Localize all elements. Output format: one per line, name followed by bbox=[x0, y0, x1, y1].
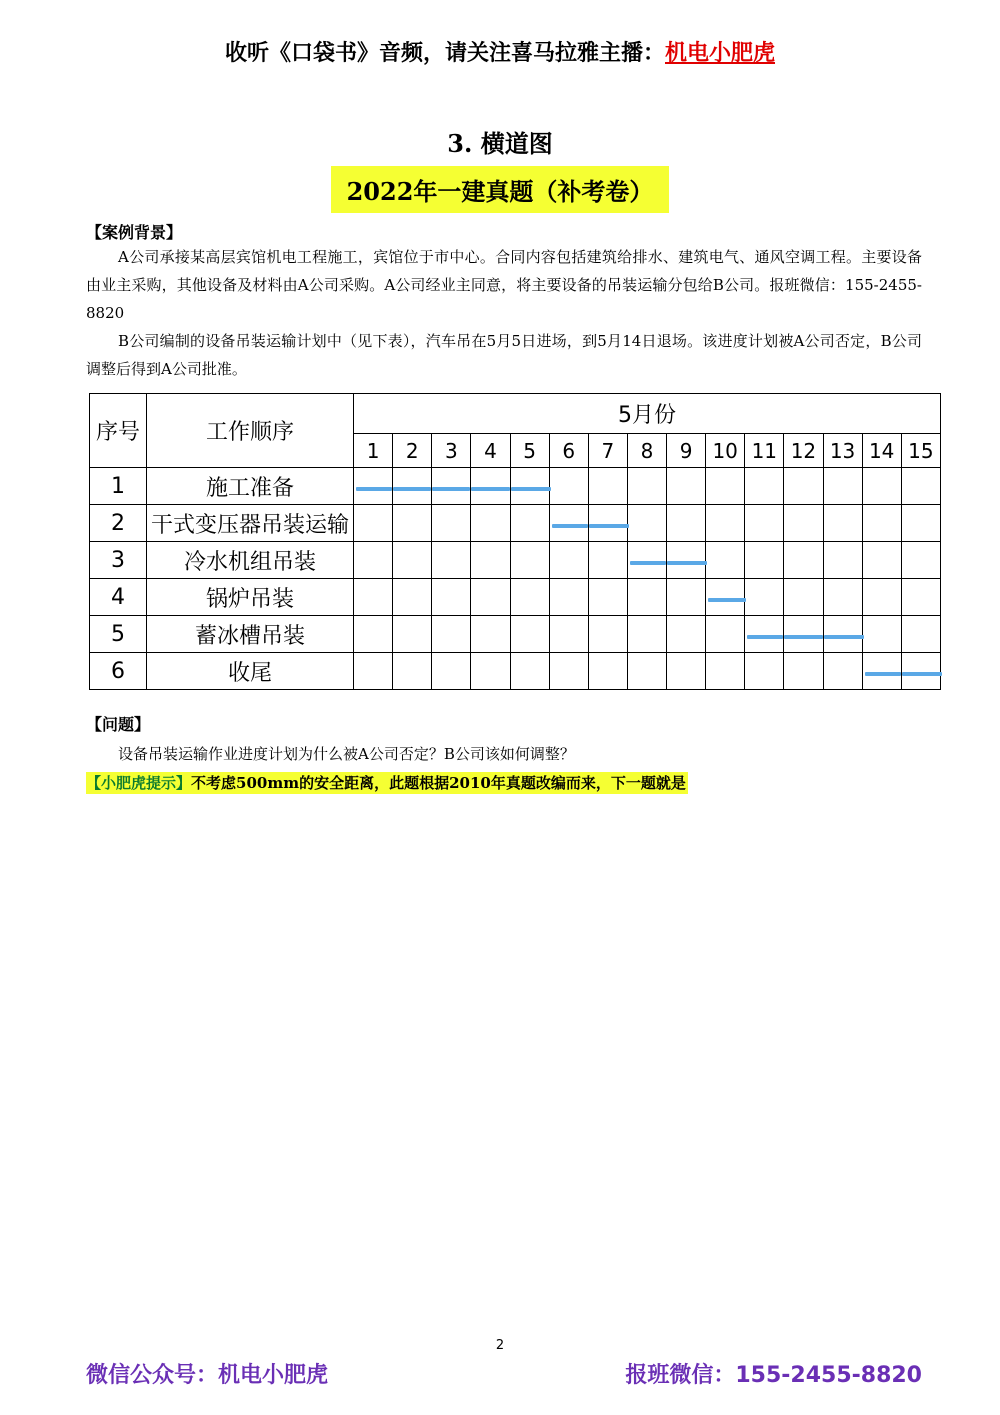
day-header-10: 10 bbox=[706, 434, 745, 468]
day-cell bbox=[745, 579, 784, 616]
day-header-6: 6 bbox=[549, 434, 588, 468]
row-seq: 5 bbox=[90, 616, 147, 653]
day-cell bbox=[510, 542, 549, 579]
day-cell bbox=[393, 653, 432, 690]
gantt-row bbox=[90, 653, 941, 690]
gantt-chart bbox=[89, 393, 941, 689]
day-cell bbox=[354, 616, 393, 653]
day-cell bbox=[471, 505, 510, 542]
day-cell bbox=[667, 616, 706, 653]
day-cell bbox=[354, 468, 393, 505]
gantt-bar-segment bbox=[589, 524, 629, 528]
day-header-12: 12 bbox=[784, 434, 823, 468]
day-cell bbox=[588, 653, 627, 690]
gantt-bar-segment bbox=[784, 635, 822, 639]
gantt-bar-segment bbox=[393, 487, 431, 491]
question-text: 设备吊装运输作业进度计划为什么被A公司否定？B公司该如何调整？ bbox=[118, 745, 575, 763]
header-task: 工作顺序 bbox=[147, 394, 354, 468]
day-cell bbox=[745, 616, 784, 653]
day-cell bbox=[510, 505, 549, 542]
day-cell bbox=[627, 468, 666, 505]
day-cell bbox=[667, 542, 706, 579]
header-prefix: 收听《口袋书》音频，请关注喜马拉雅主播： bbox=[224, 40, 665, 66]
day-cell bbox=[393, 468, 432, 505]
row-task: 锅炉吊装 bbox=[147, 579, 354, 616]
row-task: 收尾 bbox=[147, 653, 354, 690]
day-cell bbox=[627, 505, 666, 542]
gantt-bar-segment bbox=[356, 487, 392, 491]
day-cell bbox=[901, 616, 940, 653]
day-cell bbox=[823, 653, 862, 690]
header-line bbox=[0, 36, 1000, 67]
day-header-2: 2 bbox=[393, 434, 432, 468]
row-task: 蓄冰槽吊装 bbox=[147, 616, 354, 653]
gantt-bar-segment bbox=[511, 487, 551, 491]
header-seq: 序号 bbox=[90, 394, 147, 468]
case-label: 【案例背景】 bbox=[86, 223, 183, 242]
day-header-4: 4 bbox=[471, 434, 510, 468]
day-cell bbox=[393, 579, 432, 616]
day-cell bbox=[862, 542, 901, 579]
gantt-bar-segment bbox=[824, 635, 864, 639]
day-header-9: 9 bbox=[667, 434, 706, 468]
row-task: 冷水机组吊装 bbox=[147, 542, 354, 579]
day-header-3: 3 bbox=[432, 434, 471, 468]
day-cell bbox=[588, 505, 627, 542]
day-cell bbox=[784, 542, 823, 579]
day-cell bbox=[549, 579, 588, 616]
day-cell bbox=[627, 653, 666, 690]
gantt-bar-segment bbox=[708, 598, 746, 602]
gantt-bar-segment bbox=[747, 635, 783, 639]
day-cell bbox=[823, 468, 862, 505]
day-cell bbox=[432, 616, 471, 653]
day-cell bbox=[354, 542, 393, 579]
day-cell bbox=[393, 505, 432, 542]
day-cell bbox=[862, 579, 901, 616]
day-cell bbox=[862, 468, 901, 505]
day-header-5: 5 bbox=[510, 434, 549, 468]
day-cell bbox=[432, 468, 471, 505]
footer-enroll-wechat: 报班微信：155-2455-8820 bbox=[625, 1363, 922, 1388]
day-cell bbox=[471, 542, 510, 579]
day-cell bbox=[706, 653, 745, 690]
day-cell bbox=[823, 579, 862, 616]
day-cell bbox=[549, 616, 588, 653]
exam-title: 2022年一建真题（补考卷） bbox=[331, 166, 670, 213]
day-cell bbox=[706, 579, 745, 616]
day-header-15: 15 bbox=[901, 434, 940, 468]
hint-tag: 【小肥虎提示】 bbox=[86, 774, 192, 792]
day-cell bbox=[706, 616, 745, 653]
day-cell bbox=[901, 653, 940, 690]
day-cell bbox=[823, 616, 862, 653]
day-cell bbox=[393, 616, 432, 653]
day-cell bbox=[510, 653, 549, 690]
day-header-14: 14 bbox=[862, 434, 901, 468]
day-cell bbox=[706, 505, 745, 542]
day-cell bbox=[432, 653, 471, 690]
day-cell bbox=[588, 579, 627, 616]
day-cell bbox=[471, 468, 510, 505]
day-cell bbox=[862, 653, 901, 690]
gantt-bar-segment bbox=[667, 561, 707, 565]
gantt-bar-segment bbox=[471, 487, 509, 491]
day-cell bbox=[862, 616, 901, 653]
day-cell bbox=[627, 616, 666, 653]
day-cell bbox=[588, 468, 627, 505]
day-cell bbox=[901, 468, 940, 505]
gantt-bar-segment bbox=[552, 524, 588, 528]
day-cell bbox=[354, 579, 393, 616]
day-cell bbox=[745, 542, 784, 579]
gantt-table bbox=[89, 393, 941, 690]
day-cell bbox=[667, 653, 706, 690]
day-cell bbox=[745, 505, 784, 542]
row-seq: 4 bbox=[90, 579, 147, 616]
day-cell bbox=[354, 505, 393, 542]
day-cell bbox=[784, 653, 823, 690]
day-header-11: 11 bbox=[745, 434, 784, 468]
day-cell bbox=[784, 468, 823, 505]
gantt-bar-segment bbox=[630, 561, 666, 565]
gantt-bar-segment bbox=[902, 672, 942, 676]
header-month: 5月份 bbox=[354, 394, 941, 434]
question-label: 【问题】 bbox=[86, 715, 151, 734]
day-header-1: 1 bbox=[354, 434, 393, 468]
gantt-body bbox=[90, 468, 941, 690]
day-cell bbox=[706, 468, 745, 505]
day-cell bbox=[784, 616, 823, 653]
row-seq: 2 bbox=[90, 505, 147, 542]
day-cell bbox=[549, 505, 588, 542]
section-title: 3. 横道图 bbox=[447, 129, 553, 158]
day-header-7: 7 bbox=[588, 434, 627, 468]
day-cell bbox=[549, 542, 588, 579]
day-cell bbox=[588, 542, 627, 579]
day-cell bbox=[667, 505, 706, 542]
gantt-row bbox=[90, 468, 941, 505]
day-cell bbox=[823, 505, 862, 542]
day-cell bbox=[393, 542, 432, 579]
day-cell bbox=[432, 505, 471, 542]
day-cell bbox=[862, 505, 901, 542]
day-cell bbox=[745, 468, 784, 505]
day-cell bbox=[432, 542, 471, 579]
gantt-row bbox=[90, 505, 941, 542]
row-task: 施工准备 bbox=[147, 468, 354, 505]
day-cell bbox=[901, 579, 940, 616]
day-cell bbox=[627, 542, 666, 579]
day-cell bbox=[901, 505, 940, 542]
day-cell bbox=[901, 542, 940, 579]
gantt-row bbox=[90, 616, 941, 653]
day-cell bbox=[510, 468, 549, 505]
footer-wechat-account: 微信公众号：机电小肥虎 bbox=[86, 1363, 329, 1388]
gantt-row bbox=[90, 542, 941, 579]
day-cell bbox=[510, 616, 549, 653]
day-header-13: 13 bbox=[823, 434, 862, 468]
row-seq: 3 bbox=[90, 542, 147, 579]
day-cell bbox=[432, 579, 471, 616]
day-cell bbox=[706, 542, 745, 579]
gantt-row bbox=[90, 579, 941, 616]
day-cell bbox=[627, 579, 666, 616]
case-paragraph-1: A公司承接某高层宾馆机电工程施工，宾馆位于市中心。合同内容包括建筑给排水、建筑电气、通风空调工程。主要设备由业主采购，其他设备及材料由A公司采购。A公司经业主同意，将主要设备的吊装运输分包给B公司。报班微信：155-2455-8820 bbox=[86, 248, 922, 322]
row-seq: 1 bbox=[90, 468, 147, 505]
row-task: 干式变压器吊装运输 bbox=[147, 505, 354, 542]
hint-line bbox=[86, 772, 688, 794]
page-number: 2 bbox=[495, 1338, 505, 1353]
day-cell bbox=[354, 653, 393, 690]
day-cell bbox=[784, 505, 823, 542]
hint-text: 不考虑500mm的安全距离，此题根据2010年真题改编而来，下一题就是 bbox=[191, 774, 686, 792]
day-cell bbox=[510, 579, 549, 616]
day-cell bbox=[823, 542, 862, 579]
day-cell bbox=[667, 579, 706, 616]
day-cell bbox=[588, 616, 627, 653]
gantt-bar-segment bbox=[865, 672, 901, 676]
day-cell bbox=[745, 653, 784, 690]
day-cell bbox=[667, 468, 706, 505]
case-paragraph-2: B公司编制的设备吊装运输计划中（见下表），汽车吊在5月5日进场，到5月14日退场。该进度计划被A公司否定，B公司调整后得到A公司批准。 bbox=[86, 332, 922, 378]
day-cell bbox=[471, 616, 510, 653]
row-seq: 6 bbox=[90, 653, 147, 690]
anchor-name[interactable]: 机电小肥虎 bbox=[665, 40, 776, 66]
day-cell bbox=[471, 653, 510, 690]
day-cell bbox=[471, 579, 510, 616]
day-header-8: 8 bbox=[627, 434, 666, 468]
day-cell bbox=[549, 653, 588, 690]
gantt-bar-segment bbox=[432, 487, 470, 491]
day-cell bbox=[549, 468, 588, 505]
day-cell bbox=[784, 579, 823, 616]
